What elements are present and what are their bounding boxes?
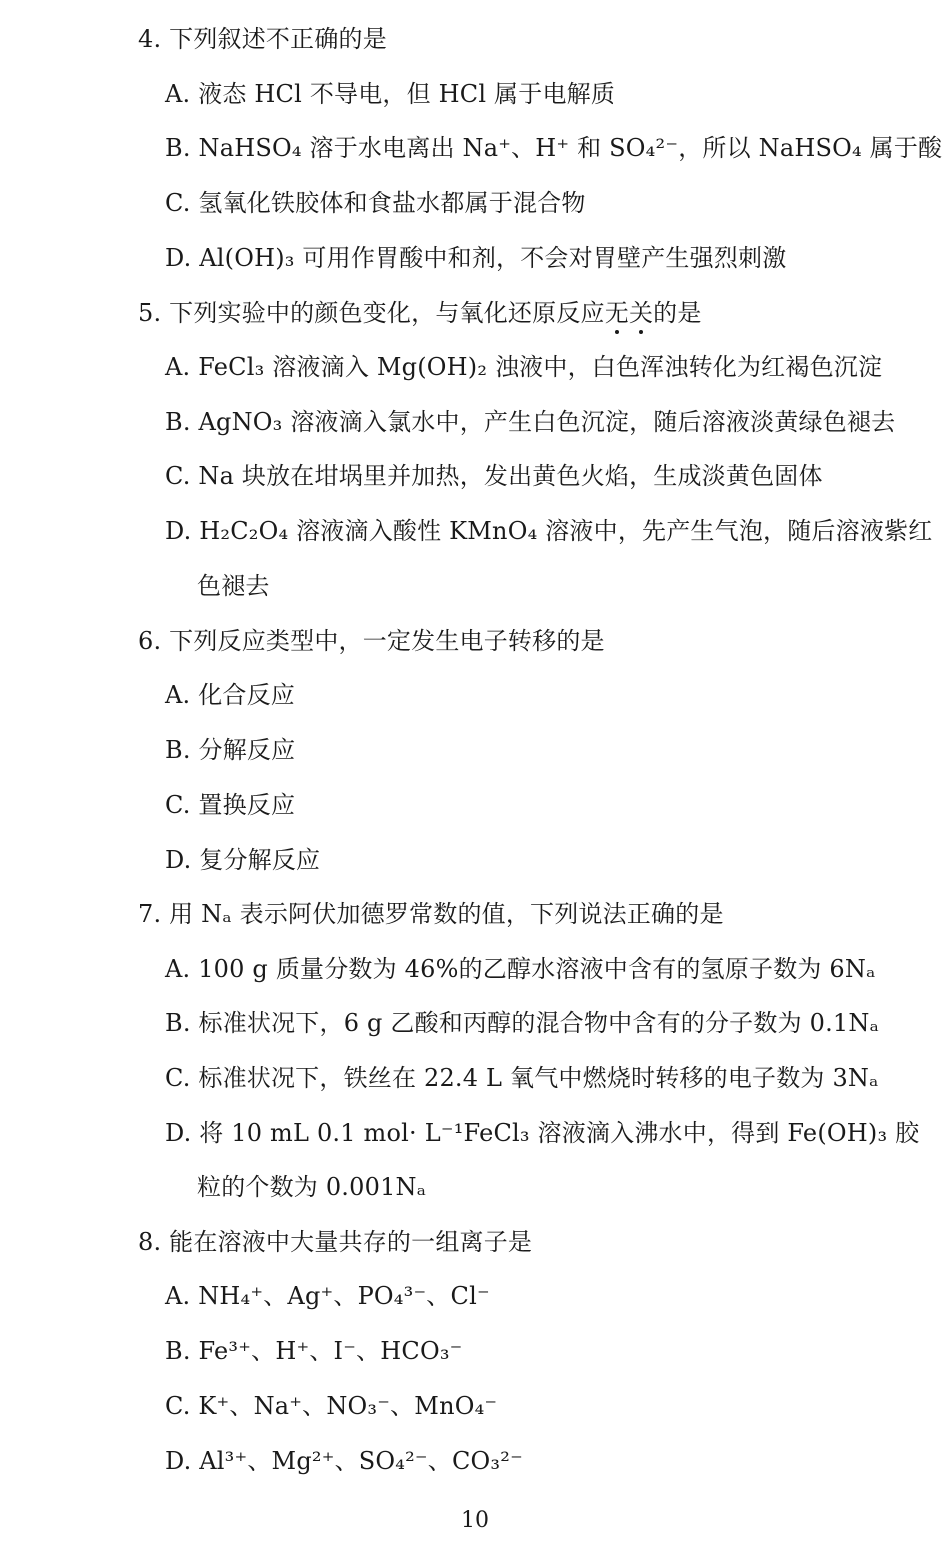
q4-option-a: A. 液态 HCl 不导电，但 HCl 属于电解质 [165,80,616,108]
q5-stem-tail: 的是 [653,299,702,327]
q7-option-c: C. 标准状况下，铁丝在 22.4 L 氧气中燃烧时转移的电子数为 3Nₐ [165,1064,879,1092]
q7-option-a: A. 100 g 质量分数为 46%的乙醇水溶液中含有的氢原子数为 6Nₐ [165,955,876,983]
q7-option-b: B. 标准状况下，6 g 乙酸和丙醇的混合物中含有的分子数为 0.1Nₐ [165,1009,880,1037]
q8-option-d: D. Al³⁺、Mg²⁺、SO₄²⁻、CO₃²⁻ [165,1447,523,1475]
q5-stem-text: 5. 下列实验中的颜色变化，与氧化还原反应 [138,299,605,327]
q6-option-a: A. 化合反应 [165,681,295,709]
q6-option-d: D. 复分解反应 [165,846,321,874]
q5-option-a: A. FeCl₃ 溶液滴入 Mg(OH)₂ 浊液中，白色浑浊转化为红褐色沉淀 [165,353,883,381]
q5-option-d: D. H₂C₂O₄ 溶液滴入酸性 KMnO₄ 溶液中，先产生气泡，随后溶液紫红 [165,517,933,545]
q7-stem: 7. 用 Nₐ 表示阿伏加德罗常数的值，下列说法正确的是 [138,900,724,928]
q8-stem: 8. 能在溶液中大量共存的一组离子是 [138,1228,533,1256]
q5-stem [138,298,702,328]
q4-stem: 4. 下列叙述不正确的是 [138,25,387,53]
page-number: 10 [461,1508,489,1533]
q4-option-b: B. NaHSO₄ 溶于水电离出 Na⁺、H⁺ 和 SO₄²⁻，所以 NaHSO₄ 属于酸 [165,134,943,162]
q5-option-b: B. AgNO₃ 溶液滴入氯水中，产生白色沉淀，随后溶液淡黄绿色褪去 [165,408,896,436]
q8-option-b: B. Fe³⁺、H⁺、I⁻、HCO₃⁻ [165,1337,463,1365]
q6-option-b: B. 分解反应 [165,736,296,764]
q5-emphasis-wu: 无 [604,299,629,327]
q6-option-c: C. 置换反应 [165,791,296,819]
q5-option-d-continued: 色褪去 [197,572,270,600]
q6-stem: 6. 下列反应类型中，一定发生电子转移的是 [138,627,605,655]
q8-option-a: A. NH₄⁺、Ag⁺、PO₄³⁻、Cl⁻ [165,1282,490,1310]
q4-option-d: D. Al(OH)₃ 可用作胃酸中和剂，不会对胃壁产生强烈刺激 [165,244,787,272]
q8-option-c: C. K⁺、Na⁺、NO₃⁻、MnO₄⁻ [165,1392,498,1420]
q7-option-d-continued: 粒的个数为 0.001Nₐ [197,1173,427,1201]
q7-option-d: D. 将 10 mL 0.1 mol· L⁻¹FeCl₃ 溶液滴入沸水中，得到 Fe(OH)₃ 胶 [165,1119,920,1147]
q5-emphasis-guan: 关 [628,299,654,327]
q5-option-c: C. Na 块放在坩埚里并加热，发出黄色火焰，生成淡黄色固体 [165,462,823,490]
q4-option-c: C. 氢氧化铁胶体和食盐水都属于混合物 [165,189,586,217]
